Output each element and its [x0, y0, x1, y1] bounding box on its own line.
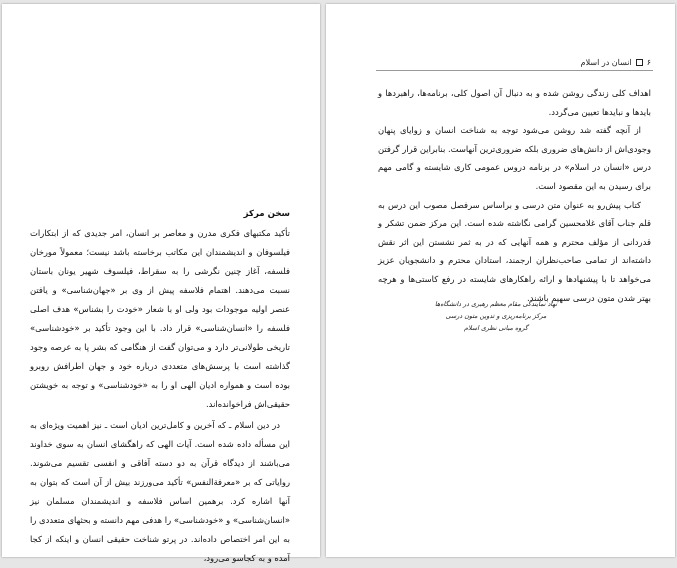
paragraph: در دین اسلام ـ که آخرین و کامل‌ترین ادیان است ـ نیز اهمیت ویژه‌ای به این مسأله داده شده است. آیات الهی که راهگشای انسان به سوی خداوند می‌باشند از دیدگاه قرآن به دو دسته آفاقی و انفسی تقسیم می‌شوند. روایاتی که بر «معرفةالنفس» تأکید می‌ورزند بیش از آن است که بتوان به آنها اشاره کرد. برهمین اساس فلاسفه و اندیشمندان مسلمان نیز «انسان‌شناسی» و «خودشناسی» را هدفی مهم دانسته و بحثهای متعددی را به این امر اختصاص داده‌اند. در پرتو شناخت حقیقی انسان و اینکه از کجا آمده و به کجا‌سو می‌رود،: [30, 420, 290, 563]
square-bullet-icon: [636, 59, 643, 66]
signature-line: گروه مبانی نظری اسلام: [464, 324, 528, 332]
paragraph: از آنچه گفته شد روشن می‌شود توجه به شناخت انسان و زوایای پنهان وجودی‌اش از دانش‌های ضروری بلکه ضروری‌ترین آنهاست. بنابراین قرار گرفتن درس «انسان در اسلام» در برنامه دروس عمومی کاری شایسته و گامی مهم برای رسیدن به این مقصود است.: [378, 125, 651, 191]
right-page-body: [378, 84, 651, 307]
signature-line: نهاد نمایندگی مقام معظم رهبری در دانشگاه‌ها: [434, 300, 558, 308]
running-title: انسان در اسلام: [580, 58, 632, 67]
right-page: [326, 4, 675, 557]
paragraph: اهداف کلی زندگی روشن شده و به دنبال آن اصول کلی، برنامه‌ها، راهبردها و بایدها و نبایدها تعیین می‌گردد.: [378, 88, 651, 117]
left-page: [2, 4, 320, 563]
signature-block: [406, 298, 586, 334]
header-divider: [376, 70, 653, 71]
section-heading: سخن مرکز: [243, 209, 290, 219]
signature-line: مرکز برنامه‌ریزی و تدوین متون درسی: [445, 312, 547, 320]
running-header: [581, 58, 651, 67]
page-number: ۶: [646, 58, 651, 67]
paragraph: تأکید مکتبهای فکری مدرن و معاصر بر انسان، امر جدیدی که از ابتکارات فیلسوفان و اندیشمندان این مکاتب برخاسته باشد نیست؛ معمولاً مورخان فلسفه، آغاز چنین نگرشی را به سقراط، فیلسوف شهیر یونان باستان نسبت می‌دهند. اهتمام فلاسفه پیش از وی بر «جهان‌شناسی» و یافتن عنصر اولیه موجودات بود ولی او با شعار «خودت را بشناس» هدف اصلی فلسفه را «انسان‌شناسی» قرار داد. با این وجود تأکید بر «خودشناسی» تاریخی طولانی‌تر دارد و می‌توان گفت از هنگامی که بشر پا به عرصه وجود گذاشته است با پرسش‌های متعددی درباره خود و جهان اطرافش روبرو بوده است و همواره ادیان الهی او را به «خودشناسی» و توجه به خویشتن حقیقی‌اش فراخوانده‌اند.: [30, 228, 290, 409]
paragraph: کتاب پیش‌رو به عنوان متن درسی و براساس سرفصل مصوب این درس به قلم جناب آقای غلامحسین گرامی نگاشته شده است. این مرکز ضمن تشکر و قدردانی از مؤلف محترم و همه آنهایی که در به ثمر نشستن این اثر نقش داشته‌اند از تمامی صاحب‌نظران ارجمند، استادان محترم و دانشجویان عزیز می‌خواهد تا با پیشنهادها و ارائه راهکارهای شایسته در رفع کاستی‌ها و هرچه بهتر شدن متون درسی سهیم باشند.: [378, 199, 651, 303]
left-page-body: [30, 204, 290, 568]
